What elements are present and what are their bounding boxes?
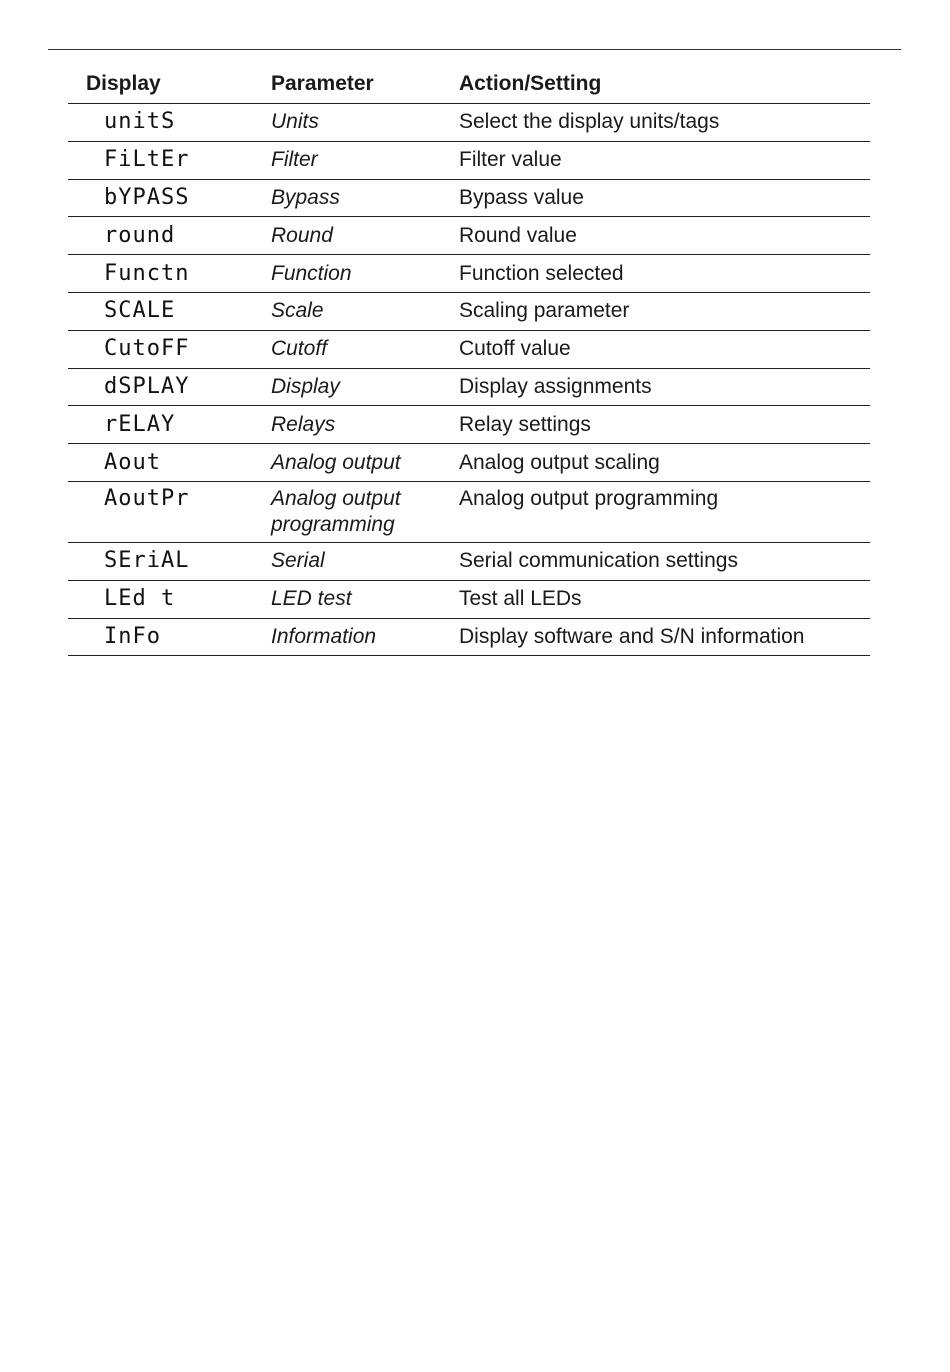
parameter-name: Round	[271, 217, 459, 255]
table-row	[68, 406, 870, 444]
action-setting: Select the display units/tags	[459, 104, 870, 142]
action-setting: Test all LEDs	[459, 580, 870, 618]
table-row	[68, 618, 870, 656]
parameter-name: Cutoff	[271, 330, 459, 368]
header-action: Action/Setting	[459, 64, 870, 104]
display-code: Aout	[68, 444, 271, 482]
display-code: AoutPr	[68, 481, 271, 542]
display-code: LEd t	[68, 580, 271, 618]
display-code: CutoFF	[68, 330, 271, 368]
table-row	[68, 255, 870, 293]
table-row	[68, 444, 870, 482]
table-row	[68, 179, 870, 217]
table-row	[68, 481, 870, 542]
action-setting: Display assignments	[459, 368, 870, 406]
display-code: SCALE	[68, 292, 271, 330]
display-code: round	[68, 217, 271, 255]
display-code: FiLtEr	[68, 141, 271, 179]
action-setting: Scaling parameter	[459, 292, 870, 330]
parameter-name: Scale	[271, 292, 459, 330]
table-row	[68, 330, 870, 368]
action-setting: Relay settings	[459, 406, 870, 444]
table-row	[68, 542, 870, 580]
table-row	[68, 217, 870, 255]
table-row	[68, 292, 870, 330]
action-setting: Serial communication settings	[459, 542, 870, 580]
header-parameter: Parameter	[271, 64, 459, 104]
action-setting: Cutoff value	[459, 330, 870, 368]
parameter-table	[68, 64, 870, 656]
display-code: bYPASS	[68, 179, 271, 217]
table-row	[68, 141, 870, 179]
action-setting: Bypass value	[459, 179, 870, 217]
parameter-name: Information	[271, 618, 459, 656]
display-code: InFo	[68, 618, 271, 656]
table-header-row	[68, 64, 870, 104]
action-setting: Function selected	[459, 255, 870, 293]
action-setting: Analog output programming	[459, 481, 870, 542]
table-row	[68, 368, 870, 406]
parameter-name: Units	[271, 104, 459, 142]
parameter-name: Serial	[271, 542, 459, 580]
table-row	[68, 104, 870, 142]
parameter-name: Relays	[271, 406, 459, 444]
parameter-name: Filter	[271, 141, 459, 179]
action-setting: Filter value	[459, 141, 870, 179]
display-code: dSPLAY	[68, 368, 271, 406]
parameter-name: Analog output programming	[271, 481, 459, 542]
parameter-name: Analog output	[271, 444, 459, 482]
display-code: rELAY	[68, 406, 271, 444]
header-display: Display	[68, 64, 271, 104]
parameter-name: LED test	[271, 580, 459, 618]
action-setting: Display software and S/N information	[459, 618, 870, 656]
top-rule	[48, 49, 901, 50]
action-setting: Round value	[459, 217, 870, 255]
action-setting: Analog output scaling	[459, 444, 870, 482]
display-code: Functn	[68, 255, 271, 293]
parameter-name: Function	[271, 255, 459, 293]
parameter-name: Display	[271, 368, 459, 406]
parameter-name: Bypass	[271, 179, 459, 217]
display-code: SEriAL	[68, 542, 271, 580]
display-code: unitS	[68, 104, 271, 142]
table-row	[68, 580, 870, 618]
